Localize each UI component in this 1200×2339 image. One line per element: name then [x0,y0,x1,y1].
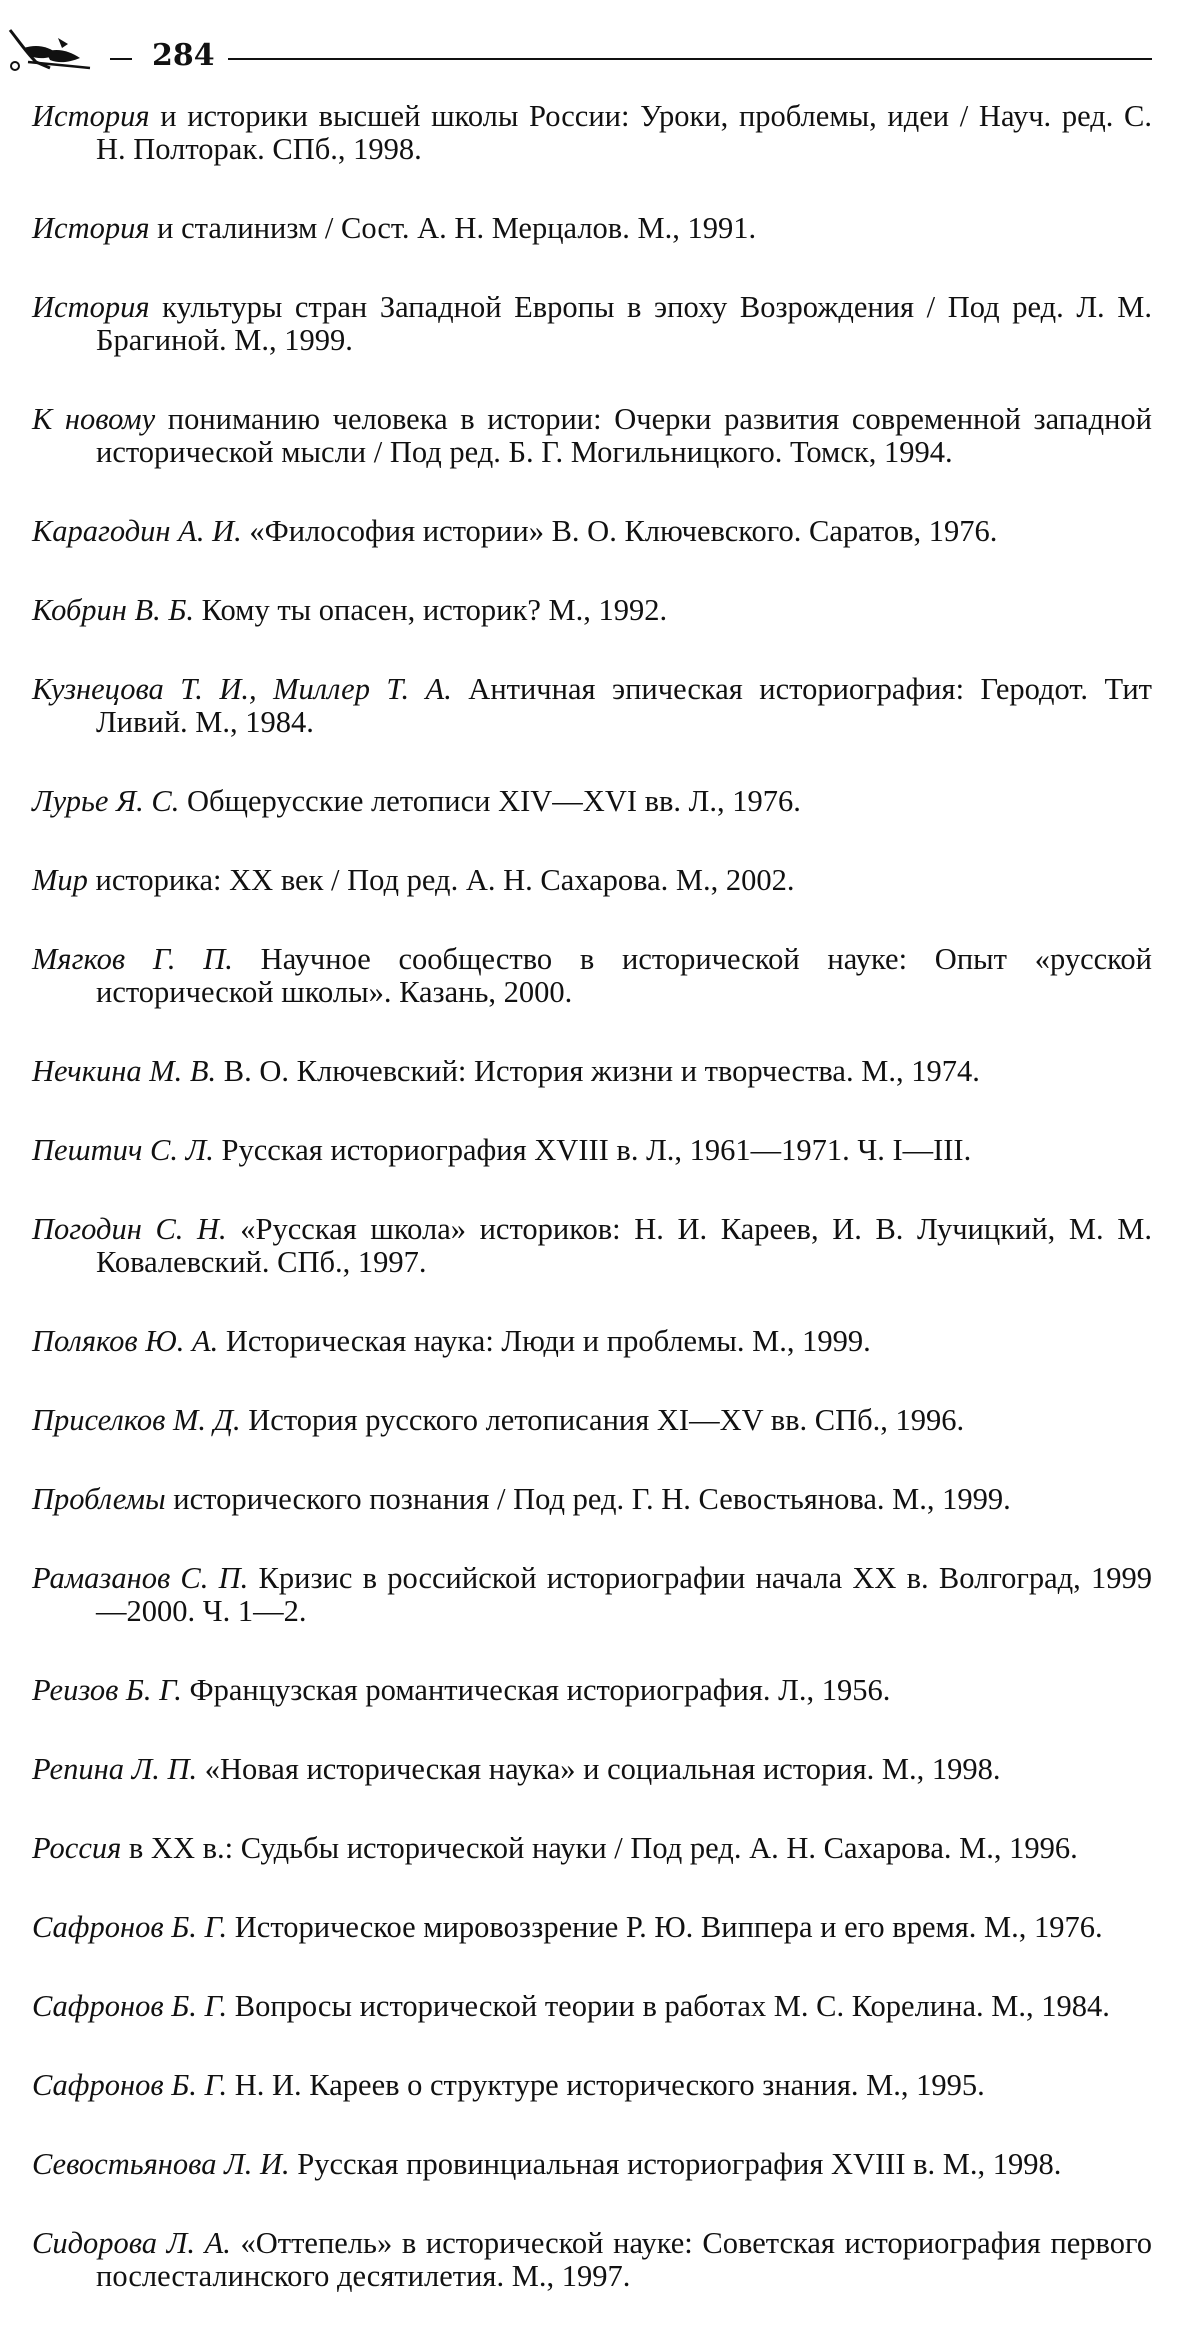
entry-text: культуры стран Западной Европы в эпоху Возрождения / Под ред. Л. М. Брагиной. М., 1999. [96,290,1152,357]
entry-lead: Поляков Ю. А. [32,1324,218,1358]
entry-text: «Новая историческая наука» и социальная история. М., 1998. [197,1752,1000,1786]
entry-lead: К новому [32,402,155,436]
bibliography-entry [32,2148,1152,2181]
header-rule [228,58,1152,60]
entry-text: Историческое мировоззрение Р. Ю. Виппера и его время. М., 1976. [227,1910,1103,1944]
entry-text: в XX в.: Судьбы исторической науки / Под ред. А. Н. Сахарова. М., 1996. [121,1831,1078,1865]
entry-lead: Лурье Я. С. [32,784,179,818]
entry-text: «Оттепель» в исторической науке: Советская историография первого послесталинского десятилетия. М., 1997. [96,2226,1152,2293]
entry-text: и сталинизм / Сост. А. Н. Мерцалов. М., 1991. [150,211,757,245]
entry-lead: Кобрин В. Б. [32,593,194,627]
bibliography-entry [32,864,1152,897]
bookmark-ornament-icon [6,22,96,74]
entry-lead: Сафронов Б. Г. [32,1989,227,2023]
bibliography-entry [32,1134,1152,1167]
entry-text: и историки высшей школы России: Уроки, проблемы, идеи / Науч. ред. С. Н. Полторак. СПб., 1998. [96,99,1152,166]
bibliography-entry [32,943,1152,1009]
bibliography-entry [32,1832,1152,1865]
bibliography-entry [32,594,1152,627]
entry-text: Кому ты опасен, историк? М., 1992. [194,593,667,627]
bibliography-list [32,100,1152,2339]
entry-lead: Проблемы [32,1482,166,1516]
entry-text: Русская историография XVIII в. Л., 1961—1971. Ч. I—III. [214,1133,971,1167]
bibliography-entry [32,1674,1152,1707]
bibliography-entry [32,515,1152,548]
entry-lead: Карагодин А. И. [32,514,242,548]
entry-text: исторического познания / Под ред. Г. Н. Севостьянова. М., 1999. [166,1482,1011,1516]
bibliography-entry [32,1325,1152,1358]
page-number: 284 [152,38,215,74]
bibliography-entry [32,1483,1152,1516]
entry-lead: Погодин С. Н. [32,1212,227,1246]
entry-text: Французская романтическая историография. Л., 1956. [182,1673,891,1707]
entry-text: «Философия истории» В. О. Ключевского. Саратов, 1976. [242,514,998,548]
bibliography-entry [32,1990,1152,2023]
entry-lead: Пештич С. Л. [32,1133,214,1167]
bibliography-entry [32,100,1152,166]
bibliography-entry [32,1753,1152,1786]
entry-lead: Кузнецова Т. И., Миллер Т. А. [32,672,452,706]
entry-text: пониманию человека в истории: Очерки развития современной западной исторической мысли / Под ред. Б. Г. Могильницкого. Томск, 1994. [96,402,1152,469]
entry-text: Кризис в российской историографии начала XX в. Волгоград, 1999—2000. Ч. 1—2. [96,1561,1152,1628]
entry-text: Русская провинциальная историография XVIII в. М., 1998. [290,2147,1062,2181]
entry-lead: Мир [32,863,88,897]
entry-text: История русского летописания XI—XV вв. СПб., 1996. [241,1403,964,1437]
entry-lead: Сафронов Б. Г. [32,2068,227,2102]
entry-text: Историческая наука: Люди и проблемы. М., 1999. [218,1324,871,1358]
entry-lead: Приселков М. Д. [32,1403,241,1437]
entry-lead: Нечкина М. В. [32,1054,216,1088]
bibliography-entry [32,785,1152,818]
bibliography-entry [32,673,1152,739]
entry-lead: Репина Л. П. [32,1752,197,1786]
entry-text: В. О. Ключевский: История жизни и творчества. М., 1974. [216,1054,980,1088]
entry-lead: История [32,99,150,133]
entry-text: «Русская школа» историков: Н. И. Кареев, И. В. Лучицкий, М. М. Ковалевский. СПб., 1997. [96,1212,1152,1279]
bibliography-entry [32,2069,1152,2102]
entry-lead: Рамазанов С. П. [32,1561,248,1595]
entry-text: Научное сообщество в исторической науке: Опыт «русской исторической школы». Казань, 2000. [96,942,1152,1009]
entry-lead: Севостьянова Л. И. [32,2147,290,2181]
entry-lead: История [32,290,150,324]
bibliography-entry [32,1911,1152,1944]
bibliography-entry [32,291,1152,357]
bibliography-entry [32,1055,1152,1088]
entry-lead: Сафронов Б. Г. [32,1910,227,1944]
page-header [0,0,1200,90]
entry-text: Вопросы исторической теории в работах М. С. Корелина. М., 1984. [227,1989,1110,2023]
bibliography-entry [32,2227,1152,2293]
bibliography-entry [32,1213,1152,1279]
bibliography-entry [32,403,1152,469]
entry-text: историка: XX век / Под ред. А. Н. Сахарова. М., 2002. [88,863,795,897]
entry-lead: Сидорова Л. А. [32,2226,231,2260]
entry-lead: Реизов Б. Г. [32,1673,182,1707]
entry-text: Античная эпическая историография: Геродот. Тит Ливий. М., 1984. [96,672,1152,739]
bibliography-entry [32,1562,1152,1628]
bibliography-entry [32,212,1152,245]
entry-text: Н. И. Кареев о структуре исторического знания. М., 1995. [227,2068,985,2102]
entry-lead: Россия [32,1831,121,1865]
entry-lead: Мягков Г. П. [32,942,233,976]
bibliography-entry [32,1404,1152,1437]
header-dash [110,58,132,60]
entry-lead: История [32,211,150,245]
entry-text: Общерусские летописи XIV—XVI вв. Л., 1976. [179,784,801,818]
